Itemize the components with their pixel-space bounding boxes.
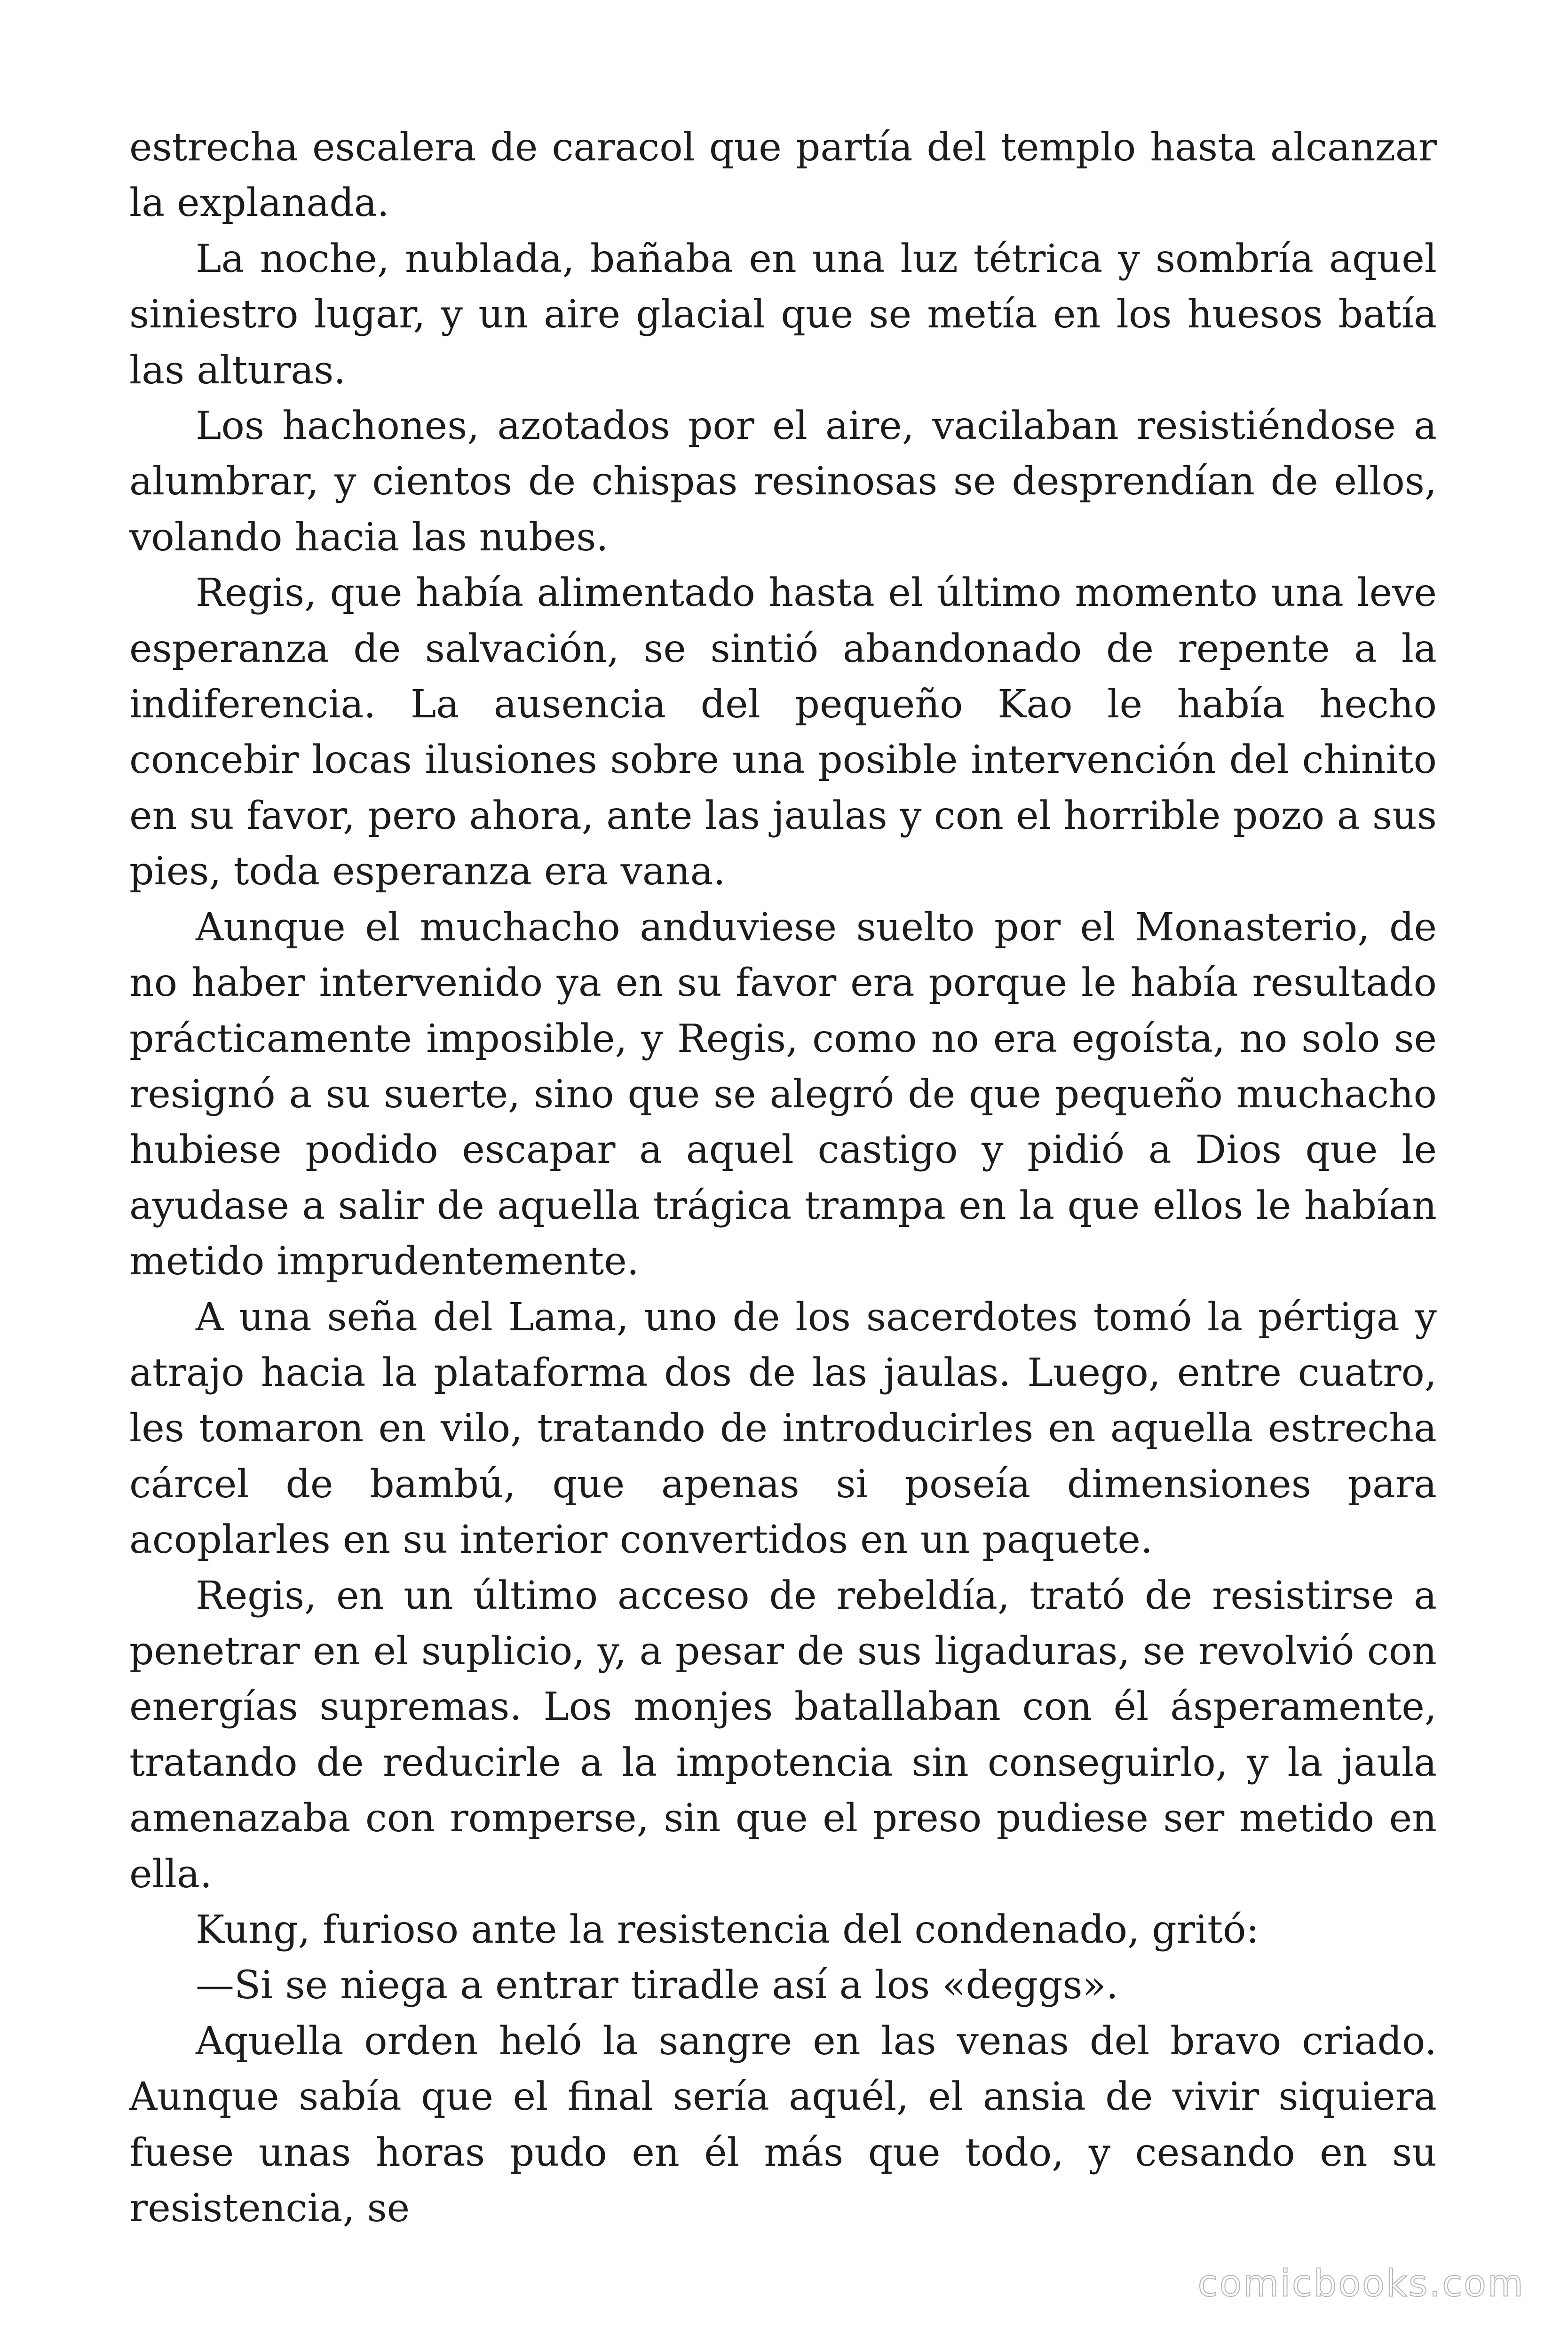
paragraph: Regis, que había alimentado hasta el último momento una leve esperanza de salvación, se sintió abandonado de repente a la indiferencia. La ausencia del pequeño Kao le había hecho concebir locas ilusiones sobre una posible intervención del chinito en su favor, pero ahora, ante las jaulas y con el horrible pozo a sus pies, toda esperanza era vana.	[129, 571, 1437, 894]
paragraph: —Si se niega a entrar tiradle así a los «deggs».	[196, 1963, 1118, 2008]
paragraph: Aunque el muchacho anduviese suelto por el Monasterio, de no haber intervenido ya en su favor era porque le había resultado prácticamente imposible, y Regis, como no era egoísta, no solo se resignó a su suerte, sino que se alegró de que pequeño muchacho hubiese podido escapar a aquel castigo y pidió a Dios que le ayudase a salir de aquella trágica trampa en la que ellos le habían metido imprudentemente.	[129, 905, 1437, 1284]
paragraph: Aquella orden heló la sangre en las venas del bravo criado. Aunque sabía que el final sería aquél, el ansia de vivir siquiera fuese unas horas pudo en él más que todo, y cesando en su resistencia, se	[129, 2018, 1437, 2231]
paragraph: Kung, furioso ante la resistencia del condenado, gritó:	[196, 1907, 1259, 1952]
body-text	[129, 120, 1437, 2236]
paragraph: Los hachones, azotados por el aire, vacilaban resistiéndose a alumbrar, y cientos de chispas resinosas se desprendían de ellos, volando hacia las nubes.	[129, 404, 1437, 560]
paragraph-continued: estrecha escalera de caracol que partía del templo hasta alcanzar la explanada.	[129, 125, 1437, 226]
paragraph: A una seña del Lama, uno de los sacerdotes tomó la pértiga y atrajo hacia la plataforma dos de las jaulas. Luego, entre cuatro, les tomaron en vilo, tratando de introducirles en aquella estrecha cárcel de bambú, que apenas si poseía dimensiones para acoplarles en su interior convertidos en un paquete.	[129, 1295, 1437, 1563]
paragraph: Regis, en un último acceso de rebeldía, trató de resistirse a penetrar en el suplicio, y, a pesar de sus ligaduras, se revolvió con energías supremas. Los monjes batallaban con él ásperamente, tratando de reducirle a la impotencia sin conseguirlo, y la jaula amenazaba con romperse, sin que el preso pudiese ser metido en ella.	[129, 1573, 1437, 1897]
paragraph: La noche, nublada, bañaba en una luz tétrica y sombría aquel siniestro lugar, y un aire glacial que se metía en los huesos batía las alturas.	[129, 236, 1437, 393]
watermark: comicbooks.com	[1197, 2263, 1525, 2305]
